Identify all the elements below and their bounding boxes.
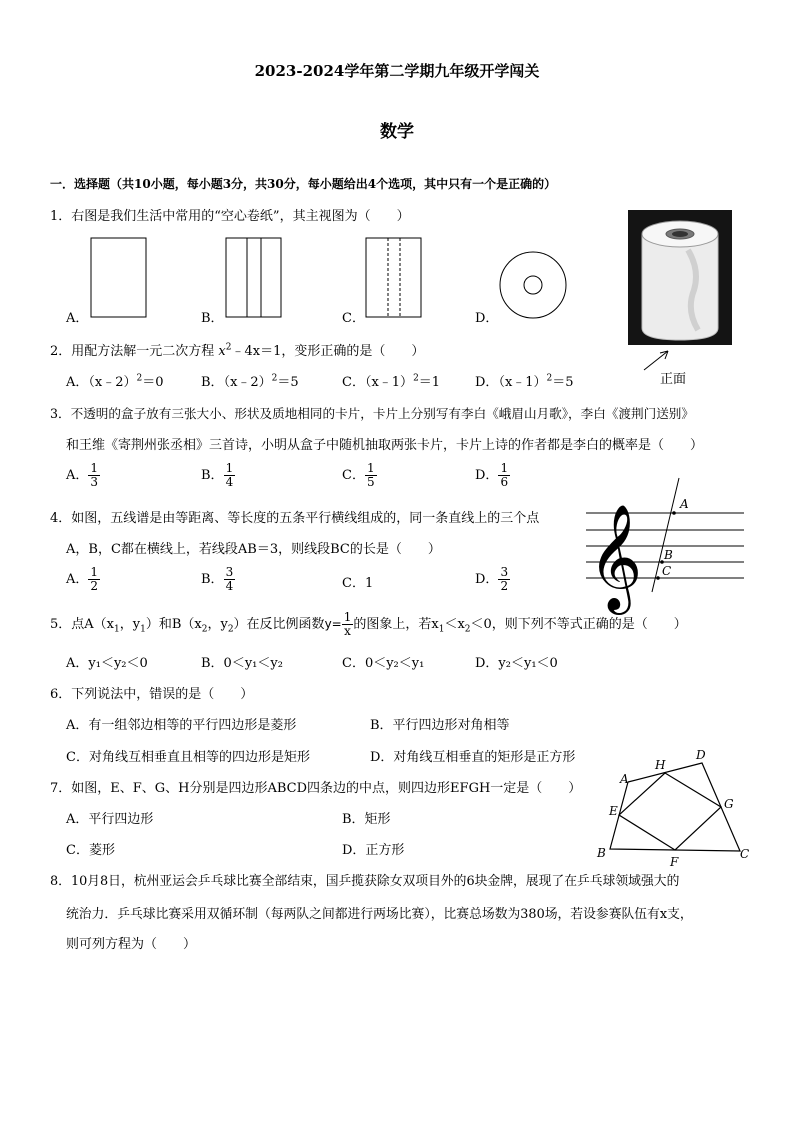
q3-a-den: 3: [90, 475, 99, 489]
q4-a-den: 2: [90, 579, 99, 593]
q3-d-frac: [498, 462, 510, 489]
q1-stem: 1．右图是我们生活中常用的“空心卷纸”，其主视图为（ ）: [50, 209, 410, 224]
q3-c-label: C．: [342, 468, 365, 483]
q5-sub-2b: 2: [227, 624, 234, 635]
q7-option-a[interactable]: A．平行四边形: [66, 812, 154, 827]
section-heading: 一．选择题（共10小题，每小题3分，共30分，每小题给出4个选项，其中只有一个是正确的）: [50, 177, 557, 191]
q2-stem-prefix: 2．用配方法解一元二次方程: [50, 344, 215, 359]
point-b-label: B: [664, 548, 673, 562]
q4-stem-line1: 4．如图，五线谱是由等距离、等长度的五条平行横线组成的，同一条直线上的三个点: [50, 511, 540, 526]
vertex-d-label: D: [696, 748, 706, 762]
q2-c-rhs: ＝1: [418, 375, 441, 390]
q5-func-den: x: [344, 624, 351, 638]
q2-c-label: C．: [342, 375, 365, 390]
q2-eq-x: x: [218, 344, 226, 359]
q8-stem-line2: 统治力．乒乓球比赛采用双循环制（每两队之间都进行两场比赛），比赛总场数为380场，若设参赛队伍有x支，: [66, 907, 693, 922]
q7-option-b[interactable]: B．矩形: [342, 812, 391, 827]
point-c-label: C: [662, 564, 672, 578]
q5-part-f: 的图象上，若x: [353, 617, 439, 632]
q2-a-label: A．: [66, 375, 89, 390]
q1-shape-d-outer: [500, 252, 566, 318]
q4-a-label: A．: [66, 572, 89, 587]
q4-a-frac: [88, 566, 100, 593]
q6-option-d[interactable]: D．对角线互相垂直的矩形是正方形: [370, 750, 576, 765]
q5-part-h: ＜0，则下列不等式正确的是（ ）: [470, 617, 687, 632]
q3-a-num: 1: [90, 461, 99, 475]
q2-b-label: B．: [201, 375, 224, 390]
q6-option-b[interactable]: B．平行四边形对角相等: [370, 718, 510, 733]
q2-a-exp: 2: [136, 373, 143, 384]
q2-d-base: （x﹣1）: [498, 375, 547, 390]
q5-sub-2c: 2: [464, 624, 471, 635]
q2-d-label: D．: [475, 375, 499, 390]
q1-option-b[interactable]: B．: [201, 311, 224, 326]
q4-stem-line2: A，B，C都在横线上，若线段AB＝3，则线段BC的长是（ ）: [66, 542, 441, 557]
vertex-c-label: C: [740, 847, 750, 861]
q3-b-den: 4: [225, 475, 234, 489]
q2-c-base: （x﹣1）: [364, 375, 414, 390]
q5-option-c[interactable]: C．0＜y₂＜y₁: [342, 656, 425, 671]
q3-c-den: 5: [366, 475, 375, 489]
q2-b-base: （x﹣2）: [223, 375, 272, 390]
q2-eq-exp: 2: [225, 342, 232, 353]
q7-stem: 7．如图，E、F、G、H分别是四边形ABCD四条边的中点，则四边形EFGH一定是（ ）: [50, 781, 582, 796]
q1-shape-c: [366, 238, 421, 317]
q2-d-exp: 2: [546, 373, 553, 384]
q8-stem-line3: 则可列方程为（ ）: [66, 937, 197, 952]
vertex-h-label: H: [655, 758, 666, 772]
q2-option-d[interactable]: [475, 371, 574, 390]
q1-shape-d-inner: [524, 276, 542, 294]
q3-c-frac: [365, 462, 377, 489]
vertex-b-label: B: [597, 846, 606, 860]
q4-b-frac: [224, 566, 236, 593]
q5-func-num: 1: [343, 610, 352, 624]
q6-option-a[interactable]: A．有一组邻边相等的平行四边形是菱形: [66, 718, 297, 733]
q3-option-b[interactable]: [201, 462, 235, 489]
q4-b-den: 4: [225, 579, 234, 593]
q4-option-b[interactable]: [201, 566, 235, 593]
q3-stem-line2: 和王维《寄荆州张丞相》三首诗，小明从盒子中随机抽取两张卡片，卡片上诗的作者都是李白的概率是（ ）: [66, 438, 704, 453]
treble-clef-icon: 𝄞: [588, 503, 643, 610]
q5-stem: [50, 611, 687, 638]
q5-sub-2a: 2: [201, 624, 208, 635]
staff-figure: [582, 478, 752, 610]
quadrilateral-figure: [594, 745, 754, 869]
q4-b-num: 3: [225, 565, 234, 579]
q4-b-label: B．: [201, 572, 224, 587]
q4-c-value: 1: [364, 576, 374, 591]
q4-option-a[interactable]: [66, 566, 100, 593]
q4-c-label: C．: [342, 576, 365, 591]
q2-stem: [50, 340, 424, 359]
q3-d-den: 6: [500, 475, 509, 489]
q5-part-d: ，y: [207, 617, 228, 632]
q3-b-num: 1: [225, 461, 234, 475]
q3-b-label: B．: [201, 468, 224, 483]
q3-option-c[interactable]: [342, 462, 377, 489]
q4-option-d[interactable]: [475, 566, 510, 593]
vertex-a-label: A: [620, 772, 629, 786]
q3-d-label: D．: [475, 468, 499, 483]
q1-option-d[interactable]: D．: [475, 311, 499, 326]
q3-b-frac: [224, 462, 236, 489]
q3-d-num: 1: [500, 461, 509, 475]
q1-shape-b: [226, 238, 281, 317]
q5-sub-1a: 1: [114, 624, 120, 635]
q2-option-c[interactable]: [342, 371, 440, 390]
q5-option-a[interactable]: A．y₁＜y₂＜0: [66, 656, 148, 671]
q2-b-rhs: ＝5: [277, 375, 299, 390]
q5-part-c: ）和B（x: [145, 617, 202, 632]
q2-d-rhs: ＝5: [552, 375, 574, 390]
q2-eq-rest: ﹣4x＝1，变形正确的是（ ）: [231, 344, 425, 359]
q2-c-exp: 2: [413, 373, 419, 384]
point-a-label: A: [680, 497, 689, 511]
q3-c-num: 1: [366, 461, 375, 475]
quadrilateral-efgh: [619, 773, 721, 850]
q3-stem-line1: 3．不透明的盒子放有三张大小、形状及质地相同的卡片，卡片上分别写有李白《峨眉山月歌》，李白《渡荆门送别》: [50, 406, 694, 421]
subject-title: 数学: [380, 122, 414, 142]
q3-option-d[interactable]: [475, 462, 510, 489]
q5-func-y: y=: [324, 617, 342, 631]
q2-option-b[interactable]: [201, 371, 299, 390]
q1-shape-a: [91, 238, 146, 317]
q6-stem: 6．下列说法中，错误的是（ ）: [50, 687, 254, 702]
q4-d-den: 2: [500, 579, 509, 593]
q4-d-num: 3: [500, 565, 509, 579]
q5-part-a: 5．点A（x: [50, 617, 114, 632]
q4-option-c[interactable]: [342, 572, 373, 591]
q4-d-label: D．: [475, 572, 499, 587]
q8-stem-line1: 8．10月8日，杭州亚运会乒乓球比赛全部结束，国乒揽获除女双项目外的6块金牌，展现了在乒乓球领域强大的: [50, 874, 680, 889]
q2-a-base: （x﹣2）: [88, 375, 137, 390]
toilet-roll-figure: [628, 210, 748, 390]
front-view-caption: 正面: [660, 372, 687, 387]
vertex-g-label: G: [724, 797, 734, 811]
q5-option-b[interactable]: B．0＜y₁＜y₂: [201, 656, 283, 671]
q3-option-a[interactable]: [66, 462, 100, 489]
q2-b-exp: 2: [271, 373, 278, 384]
q4-d-frac: [498, 566, 510, 593]
q5-part-g: ＜x: [444, 617, 465, 632]
q5-sub-1c: 1: [438, 624, 445, 635]
q5-sub-1b: 1: [140, 624, 146, 635]
q5-part-e: ）在反比例函数: [233, 617, 325, 632]
q3-a-frac: [88, 462, 100, 489]
q2-a-rhs: ＝0: [142, 375, 164, 390]
q2-option-a[interactable]: [66, 371, 164, 390]
q1-option-a[interactable]: A．: [66, 311, 89, 326]
q1-option-c[interactable]: C．: [342, 311, 365, 326]
vertex-e-label: E: [609, 804, 618, 818]
q3-a-label: A．: [66, 468, 89, 483]
q7-option-c[interactable]: C．菱形: [66, 843, 115, 858]
vertex-f-label: F: [670, 855, 679, 869]
q7-option-d[interactable]: D．正方形: [342, 843, 405, 858]
q5-func-frac: [342, 611, 354, 638]
exam-title: 2023-2024学年第二学期九年级开学闯关: [254, 62, 540, 80]
q5-part-b: ，y: [119, 617, 141, 632]
q5-option-d[interactable]: D．y₂＜y₁＜0: [475, 656, 558, 671]
q6-option-c[interactable]: C．对角线互相垂直且相等的四边形是矩形: [66, 750, 310, 765]
q4-a-num: 1: [90, 565, 99, 579]
